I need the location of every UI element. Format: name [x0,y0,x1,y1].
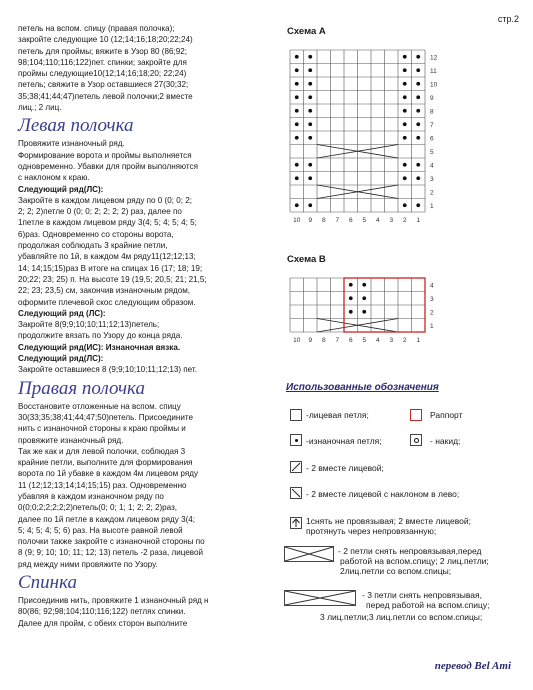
translator-credit: перевод Bel Ami [434,660,511,672]
row-number: 1 [430,322,434,330]
text-line: Формирование ворота и проймы выполняется [18,150,192,160]
purl-dot [416,163,420,167]
column-number: 1 [416,217,421,224]
instructions-column [18,24,258,630]
text-line: 0(0;0;2;2;2;2;2)петель(0; 0; 1; 1; 2; 2; 2)раз, [18,503,178,513]
purl-dot [403,68,407,72]
row-number: 1 [430,202,434,210]
text-line: крайние петли, выполните для формирования [18,458,193,468]
knit-stitch-symbol [290,409,302,421]
purl-dot [349,310,353,314]
row-number: 4 [430,162,434,170]
text-line: Присоединив нить, провяжите 1 изнаночный ряд н [18,596,209,606]
k2tog-symbol [290,461,302,473]
legend-cable-right-3: 2лиц.петли со вспом.спицы; [340,566,452,576]
text-line: Так же как и для левой полочки, соблюдая 3 [18,446,186,456]
purl-dot [295,203,299,207]
purl-dot [295,82,299,86]
text-line: Следующий ряд (ЛС): [18,308,106,318]
purl-dot [403,55,407,59]
legend-cable-right-1: - 2 петли снять непровязывая,перед [338,546,482,556]
legend-title: Использованные обозначения [286,382,439,393]
purl-dot [403,109,407,113]
row-number: 4 [430,282,434,290]
text-line: 35;38;41;44;47)петель левой полочки;2 вместе [18,91,193,101]
page-number: стр.2 [497,14,519,24]
legend-rapport: Раппорт [430,410,463,420]
column-number: 5 [362,217,367,224]
text-line: 22; 23; 23,5) см, закончив изнаночным рядом, [18,286,191,296]
row-number: 2 [430,309,434,317]
purl-dot [295,109,299,113]
text-line: с наклоном к краю. [18,173,90,183]
purl-dot [308,68,312,72]
heading-right-front: Правая полочка [18,377,145,399]
row-number: 12 [430,54,438,62]
row-number: 10 [430,81,438,89]
scheme-a-title: Схема А [287,26,326,37]
legend-k2tog-left: - 2 вместе лицевой с наклоном в лево; [306,489,460,499]
legend-sk2p-line1: 1снять не провязывая; 2 вместе лицевой; [306,516,471,526]
text-line: убавляйте по 1й, в каждом 4м ряду11(12;12;13; [18,252,196,262]
column-number: 1 [416,337,421,344]
legend-cable-right-2: работой на вспом.спицу; 2 лиц.петли; [340,556,489,566]
column-number: 3 [389,337,394,344]
text-line: Следующий ряд(ЛС): [18,184,104,194]
purl-dot [416,122,420,126]
purl-dot [416,109,420,113]
text-line: 30(33;35;38;41;44;47;50)петель. Присоедините [18,412,193,422]
text-line: провяжите изнаночный ряд. [18,435,124,445]
purl-dot [362,310,366,314]
text-line: Восстановите отложенные на вспом. спицу [18,401,181,411]
text-line: Следующий ряд(ИС): Изнаночная вязка. [18,342,181,352]
text-line: 1петле в каждом лицевом ряду 3(4; 5; 4; 5; 4; 5; [18,218,197,228]
column-number: 4 [375,217,380,224]
cable-3x3-symbol [284,590,356,606]
purl-dot [295,68,299,72]
intro-paragraph [18,24,258,113]
purl-dot [308,55,312,59]
row-number: 2 [430,189,434,197]
text-line: продолжите вязать по Узору до конца ряда. [18,331,183,341]
purl-dot [403,122,407,126]
purl-dot [416,176,420,180]
purl-dot [308,122,312,126]
text-line: петель на вспом. спицу (правая полочка); [18,24,175,33]
purl-dot [416,68,420,72]
purl-dot [362,283,366,287]
text-line: 98;104;110;116;122)пет. спинки; закройте для [18,57,187,67]
purl-dot [308,203,312,207]
column-number: 6 [348,217,353,224]
column-number: 10 [293,217,301,224]
purl-dot [308,163,312,167]
text-line: петель; свяжите в Узор оставшиеся 27(30;32; [18,80,189,90]
purl-dot [308,109,312,113]
purl-dot [295,163,299,167]
purl-dot [295,176,299,180]
text-line: ряд между ними провяжите по Узору. [18,559,158,569]
scheme-b-chart [282,268,442,348]
column-number: 4 [375,337,380,344]
purl-dot [403,95,407,99]
text-line: далее по 1й петле в каждом лицевом ряду 3(4; [18,514,196,524]
text-line: 8 (9; 9; 10; 10; 11; 12; 13) петель -2 раза, лицевой [18,548,204,558]
text-line: нить с изнаночной стороны к краю проймы и [18,424,186,434]
text-line: 14; 14;15;15)раз В итоге на спицах 16 (17; 18; 19; [18,263,203,273]
text-line: лиц.; 2 лиц. [18,103,62,113]
row-number: 11 [430,67,437,75]
right-front-text [18,402,258,570]
row-number: 9 [430,94,434,102]
text-line: Далее для пройм, с обеих сторон выполните [18,618,188,628]
legend-yarn-over: - накид; [430,436,461,446]
legend-sk2p-line2: протянуть через непровязанную; [306,526,437,536]
purl-dot [295,122,299,126]
column-number: 10 [293,337,301,344]
heading-back: Спинка [18,572,78,594]
text-line: одновременно. Убавки для пройм выполняются [18,161,198,171]
legend-knit: -лицевая петля; [306,410,369,420]
column-number: 3 [389,217,394,224]
purl-dot [362,296,366,300]
purl-dot [349,283,353,287]
text-line: проймы следующие10(12;14;16;18;20; 22;24) [18,69,187,79]
purl-dot [295,136,299,140]
purl-dot [416,95,420,99]
back-text [18,596,258,629]
text-line: закройте следующие 10 (12;14;16;18;20;22;24) [18,35,193,45]
left-front-text [18,139,258,375]
text-line: 2; 2; 2)петле 0 (0; 0; 2; 2; 2; 2) раз, далее по [18,207,182,217]
row-number: 3 [430,175,434,183]
sk2p-symbol [290,517,302,529]
purl-dot [349,296,353,300]
legend-cable-left-3: 3 лиц.петли;3 лиц.петли со вспом.спицы; [320,612,483,622]
k2tog-left-symbol [290,487,302,499]
text-line: Провяжите изнаночный ряд. [18,139,125,149]
text-line: продолжая соблюдать 3 крайние петли, [18,241,168,251]
text-line: 11 (12;12;13;14;14;15;15) раз. Одновременно [18,480,187,490]
purl-dot [295,95,299,99]
column-number: 8 [321,217,326,224]
column-number: 7 [335,337,340,344]
purl-dot [308,95,312,99]
purl-dot [416,203,420,207]
purl-dot [295,55,299,59]
row-number: 7 [430,121,434,129]
column-number: 9 [308,217,313,224]
rapport-symbol [410,409,422,421]
column-number: 2 [402,337,407,344]
legend-cable-left-1: - 3 петли снять непровязывая, [362,590,482,600]
column-number: 8 [321,337,326,344]
text-line: полочки также закройте с изнаночной стороны по [18,537,205,547]
cable-2x2-symbol [284,546,334,562]
text-line: оформите плечевой скос следующим образом. [18,297,196,307]
text-line: петель для проймы; вяжите в Узор 80 (86;92; [18,46,187,56]
row-number: 8 [430,108,434,116]
purl-dot [403,136,407,140]
text-line: Закройте 8(9;9;10;10;11;12;13)петель; [18,320,160,330]
column-number: 5 [362,337,367,344]
purl-dot [308,136,312,140]
purl-dot [403,203,407,207]
purl-dot [403,176,407,180]
text-line: Следующий ряд(ЛС): [18,354,104,364]
text-line: убавляя в каждом изнаночном ряду по [18,491,164,501]
purl-dot [403,163,407,167]
text-line: ворота по 1й убавке в каждом 4м лицевом ряду [18,469,198,479]
column-number: 2 [402,217,407,224]
row-number: 6 [430,135,434,143]
text-line: Закройте оставшиеся 8 (9;9;10;10;11;12;13) пет. [18,365,197,375]
legend-k2tog: - 2 вместе лицевой; [306,463,384,473]
purl-dot [403,82,407,86]
legend-purl: -изнаночная петля; [306,436,382,446]
row-number: 3 [430,295,434,303]
column-number: 6 [348,337,353,344]
purl-dot [416,136,420,140]
purl-dot [308,82,312,86]
text-line: Закройте в каждом лицевом ряду по 0 (0; 0; 2; [18,195,192,205]
yarn-over-symbol [410,434,422,446]
text-line: 80(86; 92;98;104;110;116;122) петлях спинки. [18,607,186,617]
text-line: 6)раз. Одновременно со стороны ворота, [18,229,174,239]
column-number: 9 [308,337,313,344]
text-line: 20;22; 23; 25) п. На высоте 19 (19,5; 20,5; 21; 21,5; [18,274,207,284]
purl-dot [416,82,420,86]
purl-dot [416,55,420,59]
column-number: 7 [335,217,340,224]
purl-stitch-symbol [290,434,302,446]
heading-left-front: Левая полочка [18,115,134,137]
row-number: 5 [430,148,434,156]
text-line: 5; 4; 5; 4; 5; 6) раз. На высоте равной левой [18,525,183,535]
legend-cable-left-2: перед работой на вспом.спицу; [366,600,490,610]
scheme-a-chart [282,40,442,230]
purl-dot [308,176,312,180]
scheme-b-title: Схема В [287,254,326,265]
